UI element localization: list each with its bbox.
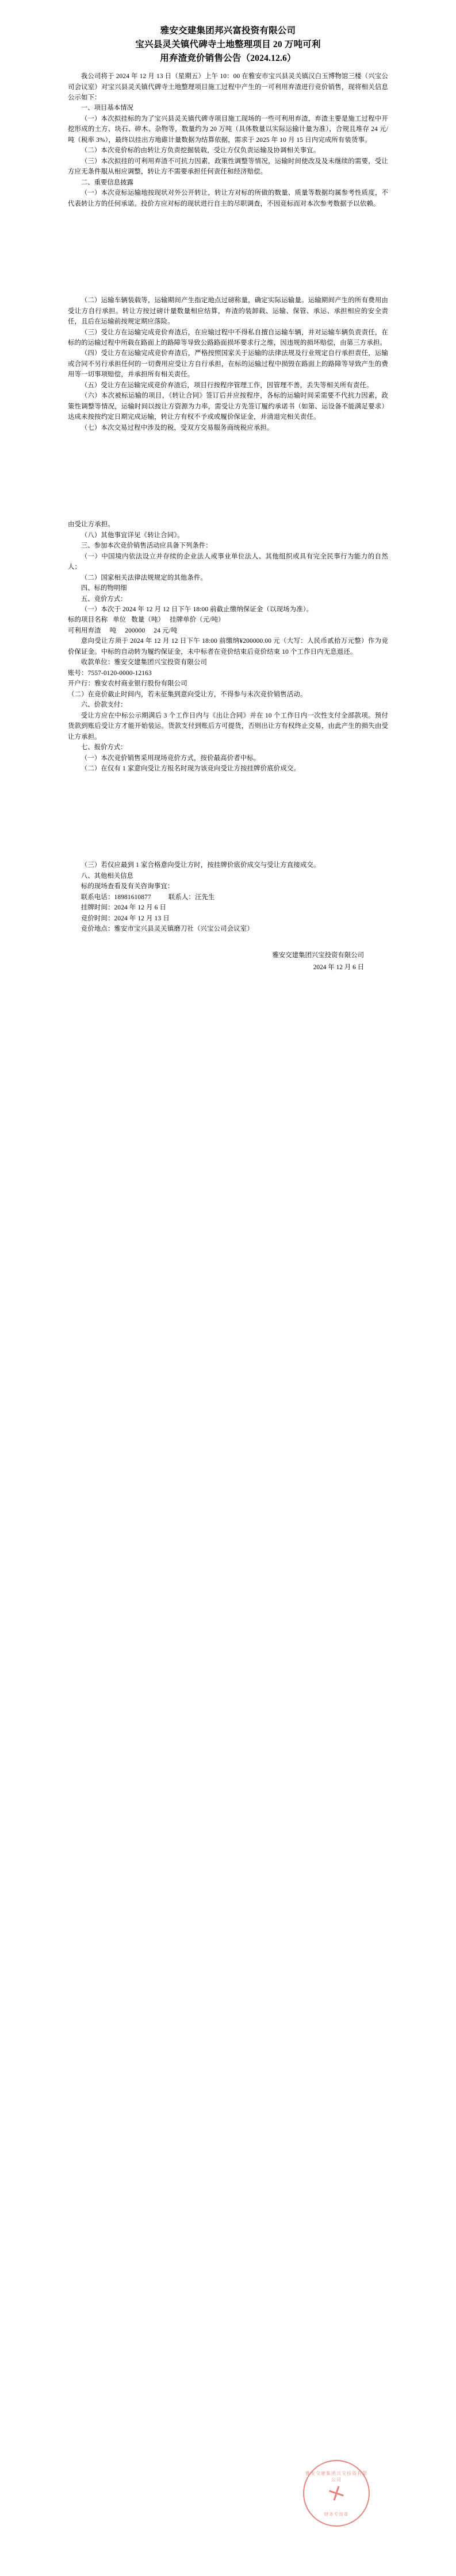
payee-account: 开户行：雅安农村商业银行股份有限公司 — [68, 680, 187, 688]
section-heading-1: 一、项目基本情况 — [81, 105, 133, 112]
title-line-2: 宝兴县灵关镇代碑寺土地整理项目 20 万吨可利 — [135, 40, 321, 50]
bidding-date: 竞价时间：2024 年 12 月 13 日 — [81, 915, 170, 922]
section-1-paragraph-1: （一）本次拟挂标的为了宝兴县灵关镇代碑寺项目施工现场的一些可利用弃渣，弃渣主要是施工过程中开挖形成的土方、块石、碎木、杂物等，数量约为 20 万吨（具体数量以实际运输计量为准），合规且堆存 24 元/吨（税率 3%），最终以挂出方地碓计量数据为结算依据，需求于 2025 年 10 月 15 日内完成所有装货事。 — [68, 115, 388, 144]
section-5-paragraph-3: 收款单位：雅安交建集团兴宝投资有限公司 — [81, 659, 208, 666]
signature-company: 雅安交建集团兴宝投资有限公司 — [272, 951, 364, 959]
signature-block — [68, 950, 388, 974]
section-heading-8: 八、其他相关信息 — [81, 872, 133, 880]
bidding-location: 竞价地点：雅安市宝兴县灵关镇磨刀社（兴宝公司会议室） — [81, 925, 254, 933]
title-line-1: 雅安交建集团邦兴富投资有限公司 — [160, 26, 296, 36]
section-heading-7: 七、报价方式： — [81, 744, 127, 751]
section-7-paragraph-2: （二）在仅有 1 家意向受让方报名时现为该竞向受让方按挂牌价底价成交。 — [81, 765, 300, 773]
column-gap-1 — [68, 209, 388, 295]
section-2-paragraph-5: （五）受让方在运输完成竞价弃渣后，项目行按程序管理工作，因管理不善，丢失等相关所有责任。 — [81, 381, 373, 389]
section-1-paragraph-3: （三）本次拟挂的可利用弃渣不可抗力因素，政策性调整等情况，运输时间使改及及未继续的需要，受让方应无条件服从相应调整，转让方不需要承担任何责任和经济赔偿。 — [68, 157, 388, 176]
section-7-paragraph-3: （三）若仅应最到 1 家合格意向受让方时，按挂牌价底价成交与受让方直接成交。 — [81, 862, 320, 869]
listing-date: 挂牌时间：2024 年 12 月 6 日 — [81, 904, 167, 912]
standard-row-values: 可利用弃渣 吨 200000 24 元/吨 — [68, 627, 178, 634]
section-heading-6: 六、价款支付： — [81, 701, 127, 709]
section-heading-5: 五、竞价方式： — [81, 595, 127, 603]
section-1-paragraph-2: （二）本次竞价标的由转让方负责挖掘装载，受让方仅负责运输及协调相关事宜。 — [81, 147, 320, 155]
transfer-note: 由受让方承担。 — [68, 521, 114, 529]
title-line-3: 用弃渣竞价销售公告（2024.12.6） — [160, 53, 296, 64]
section-2-paragraph-4: （四）受让方在运输完成竞价弃渣后，严格按照国家关于运输的法律法规及行业规定自行承担责任，运输或合同不另行承担任何的一切费用应受让方自行承担，在标的运输过程中损毁在路面上的路障等导致产生的费用等一切事项赔偿，并承担所有相关责任。 — [68, 350, 388, 379]
standard-row-header: 标的项目名称 单位 数量（吨） 挂牌单价（元/吨） — [68, 616, 225, 624]
contact-person-text: 联系人：汪先生 — [168, 893, 215, 901]
section-2-paragraph-2: （二）运输车辆装载等，运输期间产生指定地点过磅称量，确定实际运输量。运输期间产生的所有费用由受让方自行承担。转让方按过磅计量数量相应结算，弃渣的装卸载、运输、保管、承运、承担相应的安全责任，且后在运输前按规定期应落险。 — [68, 297, 388, 326]
section-2-paragraph-7: （七）本次交易过程中涉及的税，受双方交易服务商统税应承担。 — [81, 424, 274, 431]
payee-name: 账号：7557-0120-0000-12163 — [68, 669, 152, 677]
section-5-paragraph-2: 意向受让方须于 2024 年 12 月 12 日下午 18:00 前缴纳¥200000.00 元（大写：人民币贰拾万元整）作为竞价保证金。中标的自动转为履约保证金，未中标者在竞价结束后竞价结束 10 个工作日内无息退还。 — [68, 638, 388, 655]
section-heading-4: 四、标的物明细 — [81, 585, 127, 592]
signature-date: 2024 年 12 月 6 日 — [313, 964, 364, 971]
section-2-paragraph-6: （六）本次被标运输的项目，《转让合同》签订后并应按程序，各标的运输时间采需要不代抗力因素，政策性调整等情况，运输时间以按让方资源为力率，需受让方先签订履约承诺书（如第、运设备不能满足要求）达成未按按约定日期完成运输，转让方有权不予或或履价保证金，并清退完相关责任。 — [68, 392, 388, 421]
contact-line-1: 标的现场查看及有关咨询事宜： — [81, 883, 174, 890]
section-2-paragraph-3: （三）受让方在运输完成竞价弃渣后，在应输过程中不得私自擅自运输车辆，并对运输车辆负责责任，在标的的运输过程中所载在路面上的路障等导致公路路面损坏要求行之维，因违规的损坏赔偿，由第三方承担。 — [68, 329, 388, 347]
section-2-paragraph-1: （一）本次竞标运输地按现状对外公开转让，转让方对标的所做的数量、质量等数据均属参考性质度，不代表转让方的任何承诺。投价方应对标的现状进行自主的尽职调查，不因竞标而对本次参考数据予以依赖。 — [68, 190, 388, 207]
payee-bank: （二）在竞价截止时间内，若未征集到意向受让方，不得参与未次竞价销售活动。 — [68, 691, 307, 698]
column-gap-3 — [68, 774, 388, 860]
section-6-paragraph-1: 受让方应在中标公示期满后 3 个工作日内与《出让合同》并在 10 个工作日内一次性支付全部款项。预付货款到账后受让方才能开始装运。货款支付到账后方可提货，否则出让方有权终止交易，由此产生的损失由受让方承担。 — [68, 712, 388, 741]
seal-bottom-text: 财务专用章 — [324, 2512, 349, 2517]
seal-top-text: 雅安交建集团兴宝投资有限公司 — [305, 2471, 367, 2482]
section-5-paragraph-1: （一）本次于 2024 年 12 月 12 日下午 18:00 前截止缴纳保证金（以现场为准）。 — [81, 606, 313, 613]
section-heading-3: 三、参加本次竞价销售活动应具备下列条件： — [81, 542, 212, 550]
section-heading-2: 二、重要信息披露 — [81, 179, 133, 186]
contact-phone — [68, 892, 388, 903]
column-gap-2 — [68, 433, 388, 519]
section-7-paragraph-1: （一）本次竞价销售采用现场竞价方式，按价最高价者中标。 — [81, 754, 260, 762]
intro-paragraph: 我公司将于 2024 年 12 月 13 日（星期五）上午 10：00 在雅安市宝兴县灵关镇汉白玉博物馆三楼（兴宝公司会议室）对宝兴县灵关镇代碑寺土地整理项目施工过程中产生的一可利用弃渣进行竞价销售，现将相关信息公示如下： — [68, 73, 388, 101]
company-seal-icon — [303, 2460, 370, 2527]
section-2-paragraph-8: （八）其他事宜详见《转让合同》。 — [81, 531, 184, 539]
contact-phone-text: 联系电话：18981610877 — [81, 893, 151, 901]
section-3-paragraph-1: （一）中国境内依法设立并存续的企业法人或事业单位法人、其他组织或具有完全民事行为能力的自然人； — [68, 553, 388, 571]
document-title — [68, 24, 388, 65]
section-3-paragraph-2: （二）国家相关法律法规规定的其他条件。 — [81, 574, 208, 581]
